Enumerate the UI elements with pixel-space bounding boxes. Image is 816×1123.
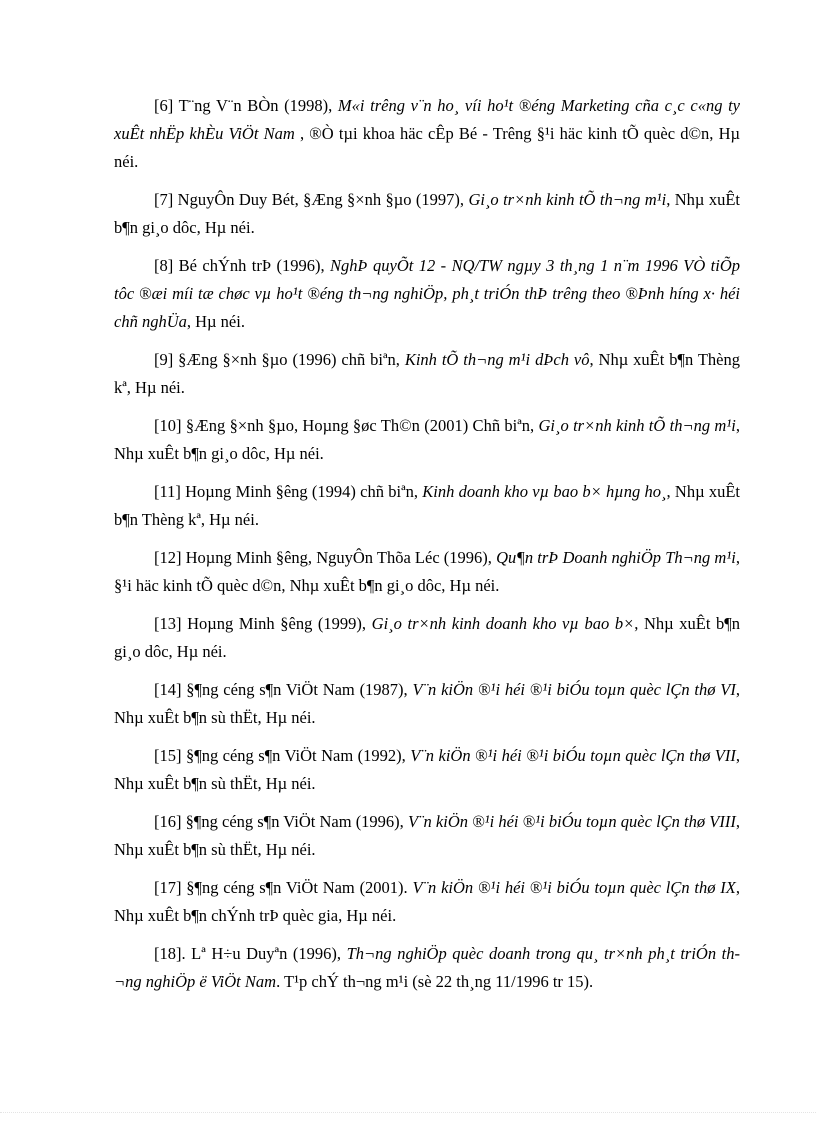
reference-publisher: . T¹p chÝ th¬ng m¹i (sè 22 th¸ng 11/1996 tr 15). — [276, 972, 594, 991]
reference-author-year: [15] §¶ng céng s¶n ViÖt Nam (1992), — [154, 746, 411, 765]
reference-item-8 — [114, 252, 740, 336]
reference-item-9 — [114, 346, 740, 402]
reference-publisher: , Nhµ xuÊt b¶n gi¸o dôc, Hµ néi. — [114, 416, 740, 463]
reference-author-year: [13] Hoµng Minh §êng (1999), — [154, 614, 372, 633]
reference-publisher: , Nhµ xuÊt b¶n gi¸o dôc, Hµ néi. — [114, 190, 741, 237]
page-bottom-divider — [0, 1112, 816, 1113]
reference-author-year: [14] §¶ng céng s¶n ViÖt Nam (1987), — [154, 680, 413, 699]
reference-author-year: [18]. Lª H÷u Duyªn (1996), — [154, 944, 347, 963]
reference-author-year: [7] NguyÔn Duy Bét, §Æng §×nh §µo (1997), — [154, 190, 469, 209]
reference-title: M«i trêng v¨n ho¸ víi ho¹t ®éng Marketing cña c¸c c«ng ty xuÊt nhËp khÈu ViÖt Nam — [114, 96, 741, 143]
reference-list — [114, 92, 740, 1006]
reference-item-18 — [114, 940, 740, 996]
reference-publisher: , Nhµ xuÊt b¶n Thèng kª, Hµ néi. — [114, 350, 741, 397]
reference-publisher: , Hµ néi. — [186, 312, 245, 331]
reference-item-6 — [114, 92, 740, 176]
reference-title: Kinh doanh kho vµ bao b× hµng ho¸ — [422, 482, 667, 501]
reference-author-year: [8] Bé chÝnh trÞ (1996), — [154, 256, 331, 275]
reference-publisher: , Nhµ xuÊt b¶n Thèng kª, Hµ néi. — [114, 482, 740, 529]
reference-publisher: , §¹i häc kinh tÕ quèc d©n, Nhµ xuÊt b¶n gi¸o dôc, Hµ néi. — [114, 548, 740, 595]
reference-publisher: , Nhµ xuÊt b¶n chÝnh trÞ quèc gia, Hµ néi. — [114, 878, 740, 925]
reference-author-year: [11] Hoµng Minh §êng (1994) chñ biªn, — [154, 482, 423, 501]
reference-title: V¨n kiÖn ®¹i héi ®¹i biÓu toµn quèc lÇn thø VII — [410, 746, 736, 765]
reference-author-year: [12] Hoµng Minh §êng, NguyÔn Thõa Léc (1996), — [154, 548, 497, 567]
reference-publisher: , Nhµ xuÊt b¶n sù thËt, Hµ néi. — [114, 680, 740, 727]
reference-author-year: [6] T¨ng V¨n BÒn (1998), — [154, 96, 338, 115]
reference-publisher: , Nhµ xuÊt b¶n gi¸o dôc, Hµ néi. — [114, 614, 741, 661]
reference-title: NghÞ quyÕt 12 - NQ/TW ngµy 3 th¸ng 1 n¨m 1996 VÒ tiÕp tôc ®æi míi tæ chøc vµ ho¹t ®éng th¬ng nghiÖp, ph¸t triÓn thÞ trêng theo ®Þnh híng x· héi chñ nghÜa — [114, 256, 740, 331]
reference-item-14 — [114, 676, 740, 732]
reference-title: Gi¸o tr×nh kinh tÕ th¬ng m¹i — [468, 190, 667, 209]
reference-author-year: [16] §¶ng céng s¶n ViÖt Nam (1996), — [154, 812, 408, 831]
reference-title: Gi¸o tr×nh kinh doanh kho vµ bao b× — [371, 614, 635, 633]
reference-title: Th¬ng nghiÖp quèc doanh trong qu¸ tr×nh ph¸t triÓn th¬ng nghiÖp ë ViÖt Nam — [114, 944, 740, 991]
reference-title: Qu¶n trÞ Doanh nghiÖp Th¬ng m¹i — [496, 548, 736, 567]
reference-author-year: [9] §Æng §×nh §µo (1996) chñ biªn, — [154, 350, 405, 369]
reference-title: V¨n kiÖn ®¹i héi ®¹i biÓu toµn quèc lÇn thø VIII — [407, 812, 736, 831]
reference-item-10 — [114, 412, 740, 468]
reference-title: Kinh tÕ th¬ng m¹i dÞch vô — [404, 350, 590, 369]
reference-item-12 — [114, 544, 740, 600]
reference-author-year: [10] §Æng §×nh §µo, Hoµng §øc Th©n (2001) Chñ biªn, — [154, 416, 539, 435]
reference-publisher: , Nhµ xuÊt b¶n sù thËt, Hµ néi. — [114, 746, 740, 793]
reference-author-year: [17] §¶ng céng s¶n ViÖt Nam (2001). — [154, 878, 413, 897]
reference-item-7 — [114, 186, 740, 242]
reference-item-16 — [114, 808, 740, 864]
reference-title: Gi¸o tr×nh kinh tÕ th¬ng m¹i — [538, 416, 736, 435]
reference-title: V¨n kiÖn ®¹i héi ®¹i biÓu toµn quèc lÇn thø IX — [412, 878, 736, 897]
reference-item-13 — [114, 610, 740, 666]
reference-item-17 — [114, 874, 740, 930]
reference-title: V¨n kiÖn ®¹i héi ®¹i biÓu toµn quèc lÇn thø VI — [412, 680, 736, 699]
reference-item-15 — [114, 742, 740, 798]
reference-item-11 — [114, 478, 740, 534]
reference-publisher: , ®Ò tµi khoa häc cÊp Bé - Trêng §¹i häc kinh tÕ quèc d©n, Hµ néi. — [114, 124, 741, 171]
reference-publisher: , Nhµ xuÊt b¶n sù thËt, Hµ néi. — [114, 812, 740, 859]
